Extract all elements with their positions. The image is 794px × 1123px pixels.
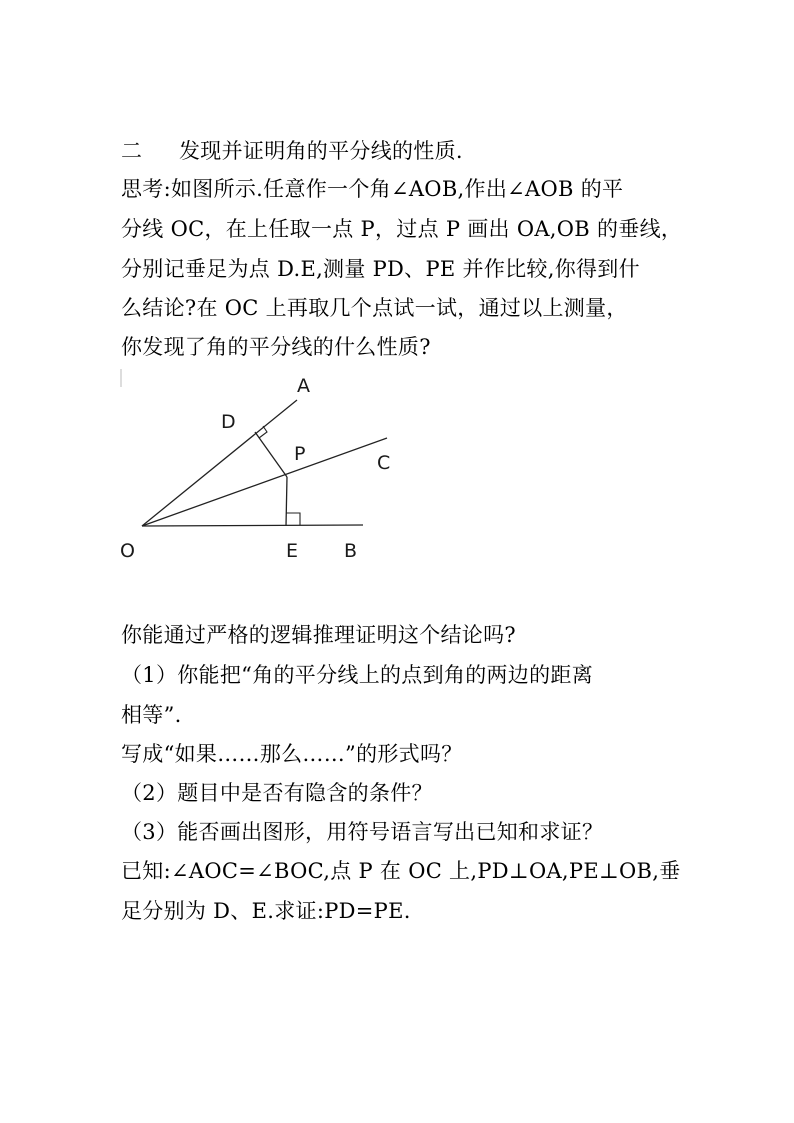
ray-oa <box>142 400 297 526</box>
thinking-line-4: 么结论?在 OC 上再取几个点试一试，通过以上测量， <box>121 296 628 320</box>
label-o: O <box>120 540 135 562</box>
thinking-line-2: 分线 OC，在上任取一点 P，过点 P 画出 OA,OB 的垂线， <box>121 217 683 241</box>
section-title: 发现并证明角的平分线的性质. <box>179 139 463 163</box>
label-b: B <box>344 540 358 562</box>
label-a: A <box>297 375 310 397</box>
section-number: 二 <box>121 139 143 163</box>
geometry-diagram <box>110 365 410 570</box>
label-d: D <box>221 411 236 433</box>
question-1-line-1: （1）你能把“角的平分线上的点到角的两边的距离 <box>121 663 593 687</box>
thinking-line-1: 思考:如图所示.任意作一个角∠AOB,作出∠AOB 的平 <box>121 177 624 201</box>
question-2: （2）题目中是否有隐含的条件？ <box>121 781 433 805</box>
question-1-line-3: 写成“如果……那么……”的形式吗？ <box>121 742 463 766</box>
angle-bisector-figure <box>110 365 410 570</box>
question-1-line-2: 相等”. <box>121 703 182 727</box>
label-p: P <box>294 443 306 465</box>
segment-pd <box>255 432 287 477</box>
thinking-line-3: 分别记垂足为点 D.E,测量 PD、PE 并作比较,你得到什 <box>121 257 640 281</box>
thinking-line-5: 你发现了角的平分线的什么性质? <box>121 335 431 359</box>
ray-oc <box>142 438 387 526</box>
ray-ob <box>142 525 363 526</box>
known-line-1: 已知:∠AOC=∠BOC,点 P 在 OC 上,PD⊥OA,PE⊥OB,垂 <box>121 859 681 883</box>
known-line-2: 足分别为 D、E.求证:PD=PE. <box>121 899 411 923</box>
label-e: E <box>286 540 299 562</box>
right-angle-mark-e <box>286 513 300 525</box>
question-3: （3）能否画出图形，用符号语言写出已知和求证？ <box>121 820 604 844</box>
question-intro: 你能通过严格的逻辑推理证明这个结论吗? <box>121 623 516 647</box>
label-c: C <box>377 452 391 474</box>
segment-pe <box>286 477 287 526</box>
section-heading <box>121 138 681 164</box>
